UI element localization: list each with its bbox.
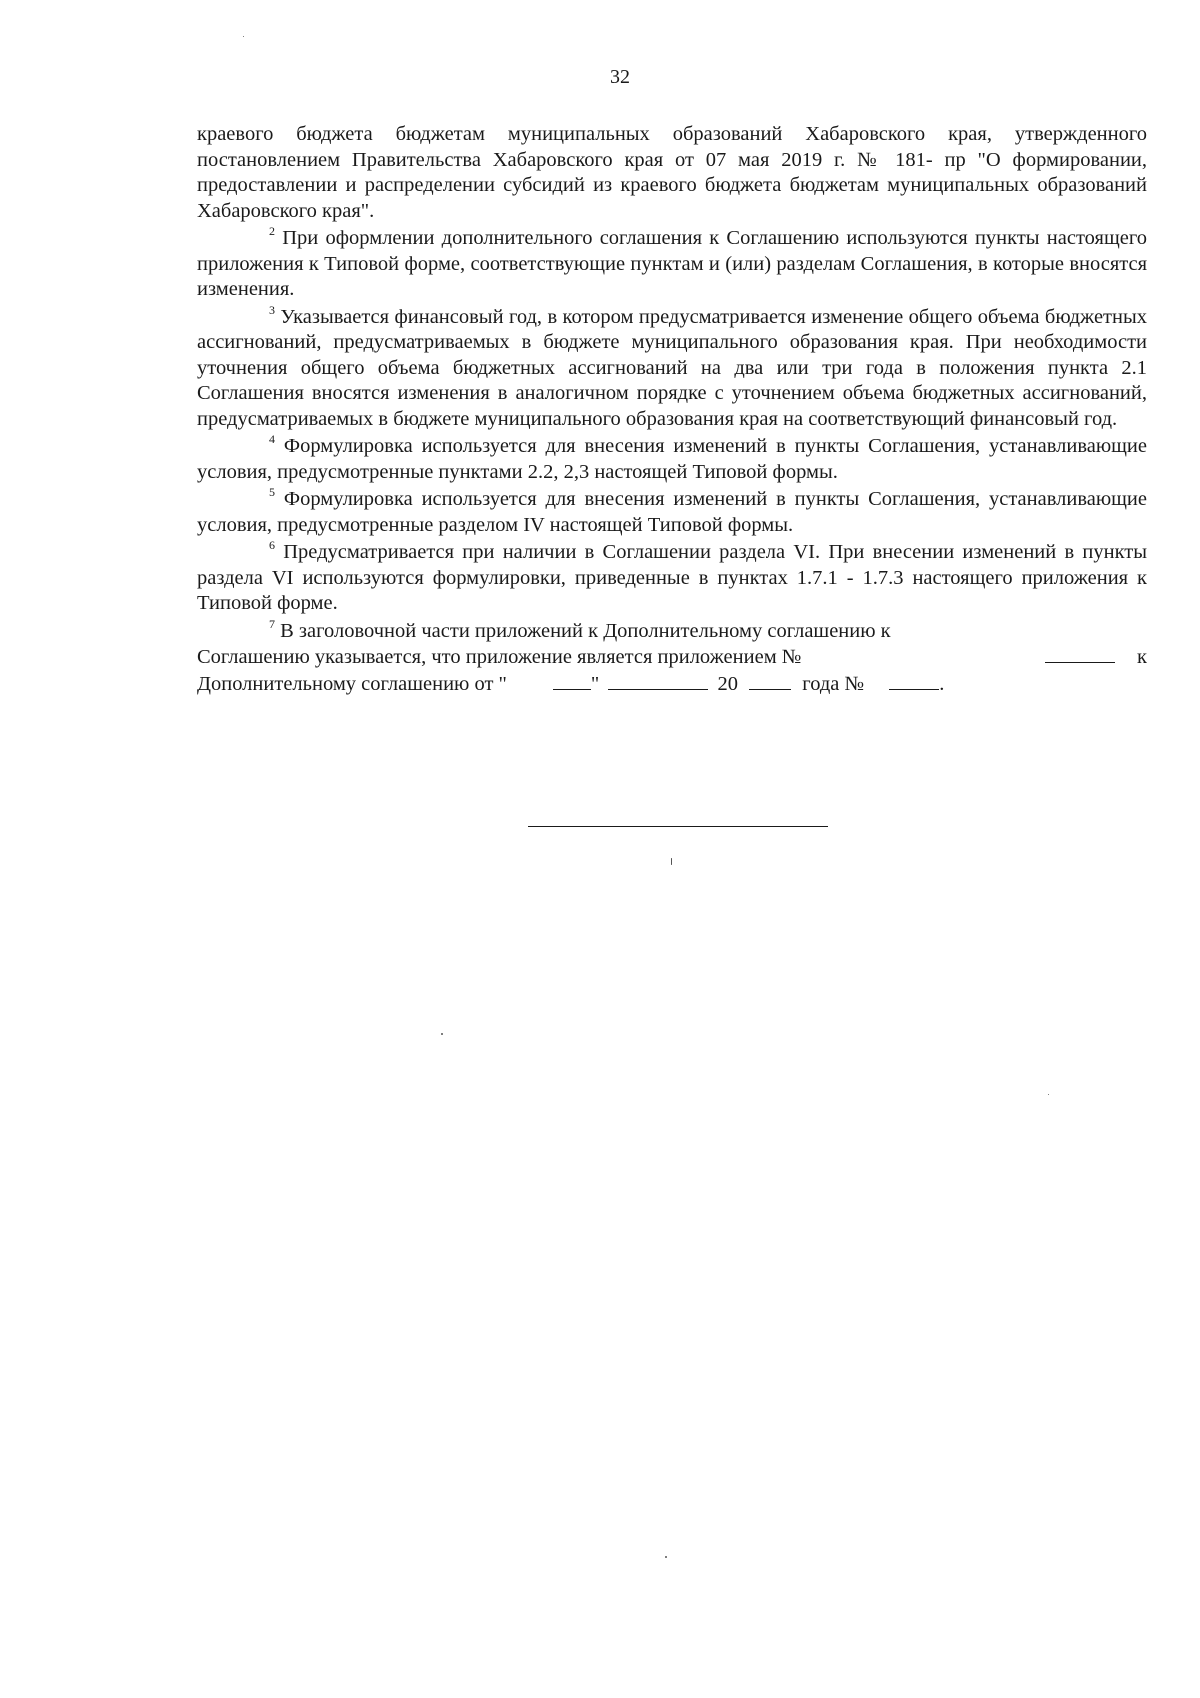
intro-line: пр "О формировании, предоставлении и распределении субсидий из краевого бюджета [197,148,1148,196]
footnote-text: Дополнительному соглашению от " [197,672,507,695]
document-body [197,122,1147,697]
footnote-text: Указывается финансовый год, в котором предусматривается изменение общего объема бюджетных ассигнований, предусматриваемых в бюджете муниципального образования края. При необходимости уточнения общего объема бюджетных ассигнований на два или три года в положения пункта 2.1 Соглашения вносятся изменения в аналогичном порядке с уточнением объема бюджетных ассигнований, предусматриваемых в бюджете муниципального образования края на соответствующий финансовый год. [197,305,1148,430]
page-number: 32 [610,66,630,88]
footnote-4 [197,434,1147,485]
scan-speck [243,36,244,37]
footnote-7-line-3 [197,671,1147,698]
footnote-text: . [939,672,945,695]
footnote-7 [197,616,1147,698]
month-blank [608,671,708,690]
intro-line: утвержденного постановлением Правительства Хабаровского края от 07 мая 2019 г. № 181- [197,123,1148,171]
closing-rule [528,826,828,827]
footnote-mark: 3 [269,302,275,317]
attachment-number-slot [1045,644,1147,671]
footnote-mark: 6 [269,538,275,553]
footnote-text: Предусматривается при наличии в Соглашении раздела VI. При внесении изменений в пункты раздела VI используются формулировки, приведенные в пунктах 1.7.1 - 1.7.3 настоящего приложения к Типовой форме. [197,541,1147,614]
scan-speck [671,858,672,865]
footnote-text: года № [802,672,865,695]
footnote-5 [197,487,1147,538]
footnote-7-line-1 [197,616,1147,645]
footnote-text: При оформлении дополнительного соглашения к Соглашению используются пункты настоящего приложения к Типовой форме, соответствующие пунктам и (или) разделам Соглашения, в которые вносятся изменения. [197,227,1147,300]
footnote-mark: 4 [269,432,275,447]
footnote-2 [197,226,1147,303]
footnote-text: к [1137,646,1147,668]
agreement-number-blank [889,671,939,690]
day-blank [553,671,591,690]
intro-line: бюджетам муниципальных образований Хабаровского края". [197,174,1148,222]
scan-speck [665,1556,667,1558]
footnote-text: Формулировка используется для внесения изменений в пункты Соглашения, устанавливающие условия, предусмотренные разделом IV настоящей Типовой формы. [197,488,1148,536]
footnote-7-line-2 [197,644,1147,671]
footnote-mark: 5 [269,485,275,500]
footnote-mark: 7 [269,616,275,631]
attachment-number-blank [1045,644,1115,663]
footnote-text: " [590,672,600,695]
footnote-mark: 2 [269,224,275,239]
footnote-6 [197,540,1147,617]
footnote-text: Формулировка используется для внесения изменений в пункты Соглашения, устанавливающие условия, предусмотренные пунктами 2.2, 2,3 настоящей Типовой формы. [197,435,1148,483]
footnote-3 [197,302,1148,433]
intro-paragraph [197,122,1147,224]
year-prefix: 20 [717,672,739,695]
scan-speck [441,1033,443,1035]
year-blank [749,671,791,690]
intro-line: краевого бюджета бюджетам муниципальных образований Хабаровского края, [197,123,992,145]
scan-speck [1048,1094,1049,1095]
footnote-text: В заголовочной части приложений к Дополнительному соглашению к [280,619,891,642]
footnote-text: Соглашению указывается, что приложение является приложением № [197,646,802,668]
